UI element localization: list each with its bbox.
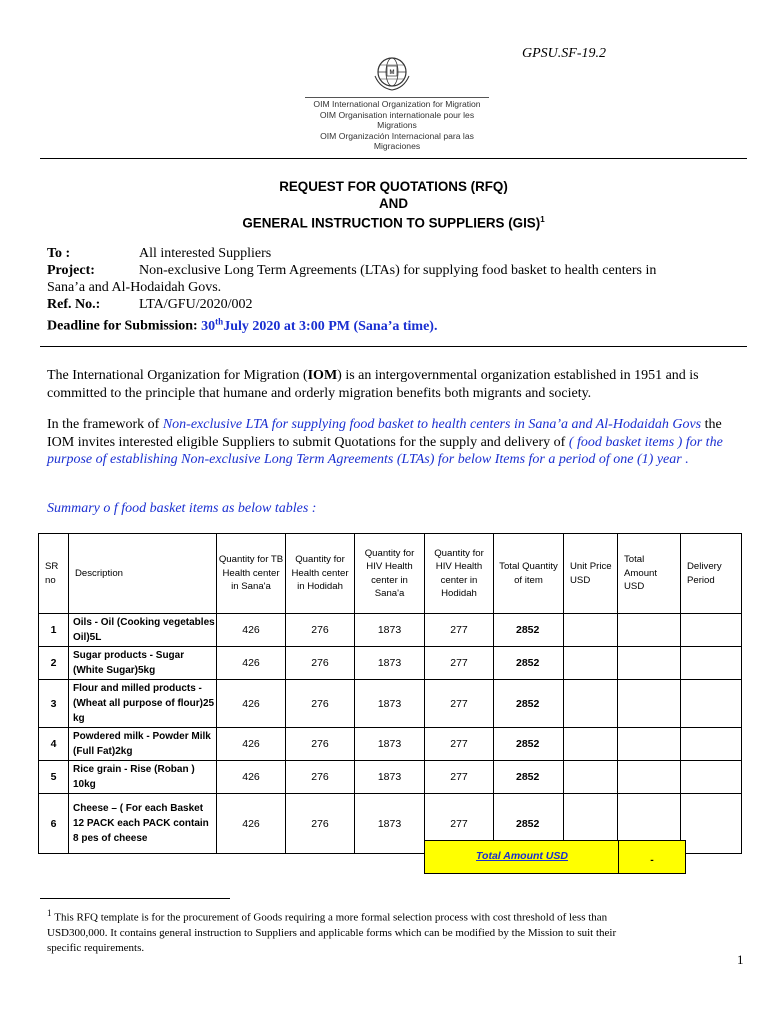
header-rule bbox=[40, 346, 747, 347]
row-qty-hiv-hodidah: 277 bbox=[425, 680, 494, 728]
project-value: Non-exclusive Long Term Agreements (LTAs) for supplying food basket to health centers in bbox=[139, 263, 657, 278]
table-row bbox=[39, 680, 742, 728]
row-delivery bbox=[681, 794, 742, 854]
table-row bbox=[39, 647, 742, 680]
row-delivery bbox=[681, 728, 742, 761]
row-total-amount bbox=[618, 728, 681, 761]
col-total-qty: Total Quantity of item bbox=[494, 534, 564, 614]
page-number: 1 bbox=[737, 952, 744, 967]
row-qty-tb: 426 bbox=[217, 680, 286, 728]
col-unit-price: Unit Price USD bbox=[564, 534, 618, 614]
intro-paragraph-1: The International Organization for Migration (IOM) is an intergovernmental organization established in 1951 and is committed to the principle that humane and orderly migration benefits both migrants and society. bbox=[47, 368, 699, 401]
row-qty-health: 276 bbox=[286, 794, 355, 854]
footnote-rule bbox=[40, 898, 230, 899]
row-description: Cheese – ( For each Basket 12 PACK each PACK contain 8 pes of cheese bbox=[69, 794, 217, 854]
row-unit-price bbox=[564, 680, 618, 728]
footnote-mark: 1 bbox=[47, 908, 52, 918]
table-row bbox=[39, 614, 742, 647]
row-unit-price bbox=[564, 614, 618, 647]
row-unit-price bbox=[564, 728, 618, 761]
footnote bbox=[47, 906, 647, 956]
row-total-amount bbox=[618, 647, 681, 680]
row-qty-tb: 426 bbox=[217, 614, 286, 647]
to-value: All interested Suppliers bbox=[139, 246, 272, 261]
deadline-value: 30thJuly 2020 at 3:00 PM (Sana’a time). bbox=[201, 316, 438, 334]
title-line-3: GENERAL INSTRUCTION TO SUPPLIERS (GIS)$^1$ bbox=[242, 215, 545, 231]
intro-paragraph-2: In the framework of Non-exclusive LTA for supplying food basket to health centers in Sana’a and Al-Hodaidah Govs the IOM invites interested eligible Suppliers to submit Quotations for the supply and delivery of ( food basket items ) for the purpose of establishing Non-exclusive Long Term Agreements (LTAs) for below Items for a period of one (1) year . bbox=[47, 417, 723, 467]
col-total-amount: Total Amount USD bbox=[618, 534, 681, 614]
items-table bbox=[38, 533, 742, 854]
row-qty-hiv-hodidah: 277 bbox=[425, 614, 494, 647]
row-qty-hiv-sanaa: 1873 bbox=[355, 761, 425, 794]
row-qty-hiv-sanaa: 1873 bbox=[355, 794, 425, 854]
row-sr: 4 bbox=[39, 728, 69, 761]
row-total-amount bbox=[618, 680, 681, 728]
row-description: Flour and milled products - (Wheat all purpose of flour)25 kg bbox=[69, 680, 217, 728]
summary-heading: Summary o f food basket items as below tables : bbox=[47, 501, 317, 516]
row-qty-hiv-sanaa: 1873 bbox=[355, 680, 425, 728]
row-qty-health: 276 bbox=[286, 761, 355, 794]
total-amount-value-cell bbox=[618, 840, 686, 874]
top-rule bbox=[40, 158, 747, 159]
iom-logo-icon bbox=[372, 54, 416, 94]
row-delivery bbox=[681, 680, 742, 728]
header-project bbox=[47, 262, 747, 280]
table-row bbox=[39, 728, 742, 761]
total-amount-value: - bbox=[650, 854, 654, 866]
footnote-text: This RFQ template is for the procurement of Goods requiring a more formal selection process with cost threshold of less than USD300,000. It contains general instruction to Suppliers and applicable forms which can be modified by the Mission to suit their specific requirements. bbox=[47, 911, 617, 954]
row-qty-hiv-hodidah: 277 bbox=[425, 794, 494, 854]
col-delivery: Delivery Period bbox=[681, 534, 742, 614]
row-description: Powdered milk - Powder Milk (Full Fat)2kg bbox=[69, 728, 217, 761]
col-qty-health: Quantity for Health center in Hodidah bbox=[286, 534, 355, 614]
row-delivery bbox=[681, 761, 742, 794]
row-qty-hiv-sanaa: 1873 bbox=[355, 647, 425, 680]
total-amount-label-cell bbox=[424, 840, 620, 874]
deadline-label: Deadline for Submission bbox=[47, 318, 193, 334]
table-row bbox=[39, 761, 742, 794]
org-names bbox=[305, 97, 489, 152]
document-title bbox=[40, 179, 747, 232]
col-qty-tb: Quantity for TB Health center in Sana'a bbox=[217, 534, 286, 614]
ref-label: Ref. No.: bbox=[47, 297, 101, 312]
title-line-2: AND bbox=[378, 195, 408, 211]
project-label: Project: bbox=[47, 263, 95, 278]
row-sr: 2 bbox=[39, 647, 69, 680]
row-total-amount bbox=[618, 614, 681, 647]
row-qty-health: 276 bbox=[286, 680, 355, 728]
footnote-ref: 1 bbox=[540, 215, 545, 224]
to-label: To : bbox=[47, 246, 71, 261]
row-qty-hiv-hodidah: 277 bbox=[425, 761, 494, 794]
row-qty-hiv-hodidah: 277 bbox=[425, 647, 494, 680]
row-total-qty: 2852 bbox=[494, 647, 564, 680]
col-description: Description bbox=[69, 534, 217, 614]
project-value-cont: Sana’a and Al-Hodaidah Govs. bbox=[47, 280, 222, 295]
row-qty-tb: 426 bbox=[217, 794, 286, 854]
row-total-qty: 2852 bbox=[494, 614, 564, 647]
row-qty-hiv-sanaa: 1873 bbox=[355, 728, 425, 761]
col-sr: SR no bbox=[39, 534, 69, 614]
row-qty-hiv-sanaa: 1873 bbox=[355, 614, 425, 647]
org-name-fr: OIM Organisation internationale pour les Migrations bbox=[319, 109, 475, 130]
row-sr: 6 bbox=[39, 794, 69, 854]
org-name-en: OIM International Organization for Migration bbox=[313, 99, 481, 109]
row-delivery bbox=[681, 647, 742, 680]
row-qty-hiv-hodidah: 277 bbox=[425, 728, 494, 761]
row-total-amount bbox=[618, 761, 681, 794]
row-qty-tb: 426 bbox=[217, 728, 286, 761]
row-description: Oils - Oil (Cooking vegetables Oil)5L bbox=[69, 614, 217, 647]
col-qty-hiv-sanaa: Quantity for HIV Health center in Sana'a bbox=[355, 534, 425, 614]
row-qty-tb: 426 bbox=[217, 647, 286, 680]
header-to bbox=[47, 245, 747, 263]
form-code: GPSU.SF-19.2 bbox=[522, 46, 606, 61]
row-description: Rice grain - Rise (Roban ) 10kg bbox=[69, 761, 217, 794]
title-line-1: REQUEST FOR QUOTATIONS (RFQ) bbox=[279, 179, 508, 194]
col-qty-hiv-hodidah: Quantity for HIV Health center in Hodidah bbox=[425, 534, 494, 614]
org-name-es: OIM Organización Internacional para las Migraciones bbox=[320, 130, 474, 151]
row-qty-health: 276 bbox=[286, 728, 355, 761]
row-unit-price bbox=[564, 647, 618, 680]
row-total-qty: 2852 bbox=[494, 794, 564, 854]
row-qty-tb: 426 bbox=[217, 761, 286, 794]
row-total-qty: 2852 bbox=[494, 680, 564, 728]
ref-value: LTA/GFU/2020/002 bbox=[139, 297, 253, 312]
row-description: Sugar products - Sugar (White Sugar)5kg bbox=[69, 647, 217, 680]
row-sr: 5 bbox=[39, 761, 69, 794]
header-ref bbox=[47, 296, 747, 314]
row-delivery bbox=[681, 614, 742, 647]
row-total-qty: 2852 bbox=[494, 728, 564, 761]
total-amount-label: Total Amount USD bbox=[476, 850, 568, 862]
header-deadline: Deadline for Submission: 30thJuly 2020 at 3:00 PM (Sana’a time). bbox=[47, 316, 438, 334]
row-qty-health: 276 bbox=[286, 614, 355, 647]
row-sr: 3 bbox=[39, 680, 69, 728]
svg-text:M: M bbox=[389, 70, 395, 76]
row-unit-price bbox=[564, 761, 618, 794]
row-qty-health: 276 bbox=[286, 647, 355, 680]
row-total-qty: 2852 bbox=[494, 761, 564, 794]
row-sr: 1 bbox=[39, 614, 69, 647]
table-header-row bbox=[39, 534, 742, 614]
